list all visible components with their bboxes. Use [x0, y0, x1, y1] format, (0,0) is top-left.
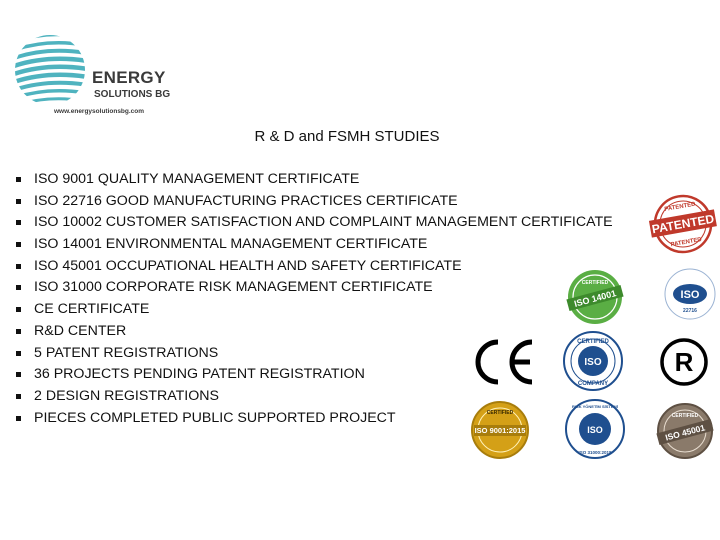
- ce-mark-icon: [470, 336, 538, 388]
- patented-main-text: PATENTED: [650, 211, 716, 237]
- patented-top-text: PATENTED: [664, 201, 697, 213]
- brand-subtitle: SOLUTIONS BG: [94, 89, 171, 100]
- iso-company-main-text: ISO: [584, 357, 602, 368]
- iso-31000-badge-icon: [564, 398, 626, 460]
- iso-31000-main-text: ISO: [587, 425, 603, 435]
- patented-bottom-text: PATENTED: [670, 237, 703, 249]
- iso-14001-top-text: CERTIFIED: [581, 280, 609, 286]
- list-item: 36 PROJECTS PENDING PATENT REGISTRATION: [16, 364, 656, 386]
- iso-9001-main-text: ISO 9001:2015: [474, 426, 526, 435]
- page-title: R & D and FSMH STUDIES: [254, 128, 440, 145]
- list-item: 2 DESIGN REGISTRATIONS: [16, 386, 656, 408]
- iso-31000-top-text: RISK YÖNETİM SİSTEMİ: [572, 404, 618, 409]
- iso-45001-badge-icon: [656, 402, 714, 460]
- globe-logo-icon: [14, 30, 94, 110]
- registered-trademark-icon: [658, 336, 710, 388]
- brand-name: ENERGY: [92, 68, 166, 87]
- list-item: ISO 31000 CORPORATE RISK MANAGEMENT CERTIFICATE: [16, 277, 656, 299]
- iso-45001-top-text: CERTIFIED: [671, 413, 699, 419]
- iso-company-top-text: CERTIFIED: [577, 339, 609, 345]
- list-item: ISO 9001 QUALITY MANAGEMENT CERTIFICATE: [16, 169, 656, 191]
- list-item: ISO 14001 ENVIRONMENTAL MANAGEMENT CERTIFICATE: [16, 234, 656, 256]
- list-item: R&D CENTER: [16, 321, 656, 343]
- list-item: ISO 45001 OCCUPATIONAL HEALTH AND SAFETY CERTIFICATE: [16, 256, 656, 278]
- brand-url: www.energysolutionsbg.com: [54, 108, 145, 115]
- iso-company-bottom-text: COMPANY: [577, 381, 609, 387]
- list-item: CE CERTIFICATE: [16, 299, 656, 321]
- iso-45001-main-text: ISO 45001: [664, 422, 707, 443]
- company-logo: [14, 30, 184, 122]
- iso-9001-seal-icon: [470, 400, 530, 460]
- registered-main-text: R: [674, 347, 694, 377]
- certificate-list: [16, 169, 656, 429]
- list-item: 5 PATENT REGISTRATIONS: [16, 343, 656, 365]
- iso-certified-company-badge-icon: [562, 330, 624, 392]
- iso-14001-main-text: ISO 14001: [573, 288, 618, 309]
- iso-22716-code-text: 22716: [683, 308, 697, 314]
- list-item: ISO 10002 CUSTOMER SATISFACTION AND COMPLAINT MANAGEMENT CERTIFICATE: [16, 212, 656, 234]
- iso-31000-code-text: ISO 31000:2018: [578, 450, 612, 455]
- iso-14001-badge-icon: [566, 268, 624, 326]
- iso-22716-main-text: ISO: [680, 289, 700, 301]
- iso-22716-badge-icon: [660, 266, 720, 322]
- list-item: PIECES COMPLETED PUBLIC SUPPORTED PROJECT: [16, 408, 656, 430]
- list-item: ISO 22716 GOOD MANUFACTURING PRACTICES CERTIFICATE: [16, 191, 656, 213]
- patented-stamp-icon: [648, 192, 718, 256]
- iso-9001-top-text: CERTIFIED: [486, 410, 514, 416]
